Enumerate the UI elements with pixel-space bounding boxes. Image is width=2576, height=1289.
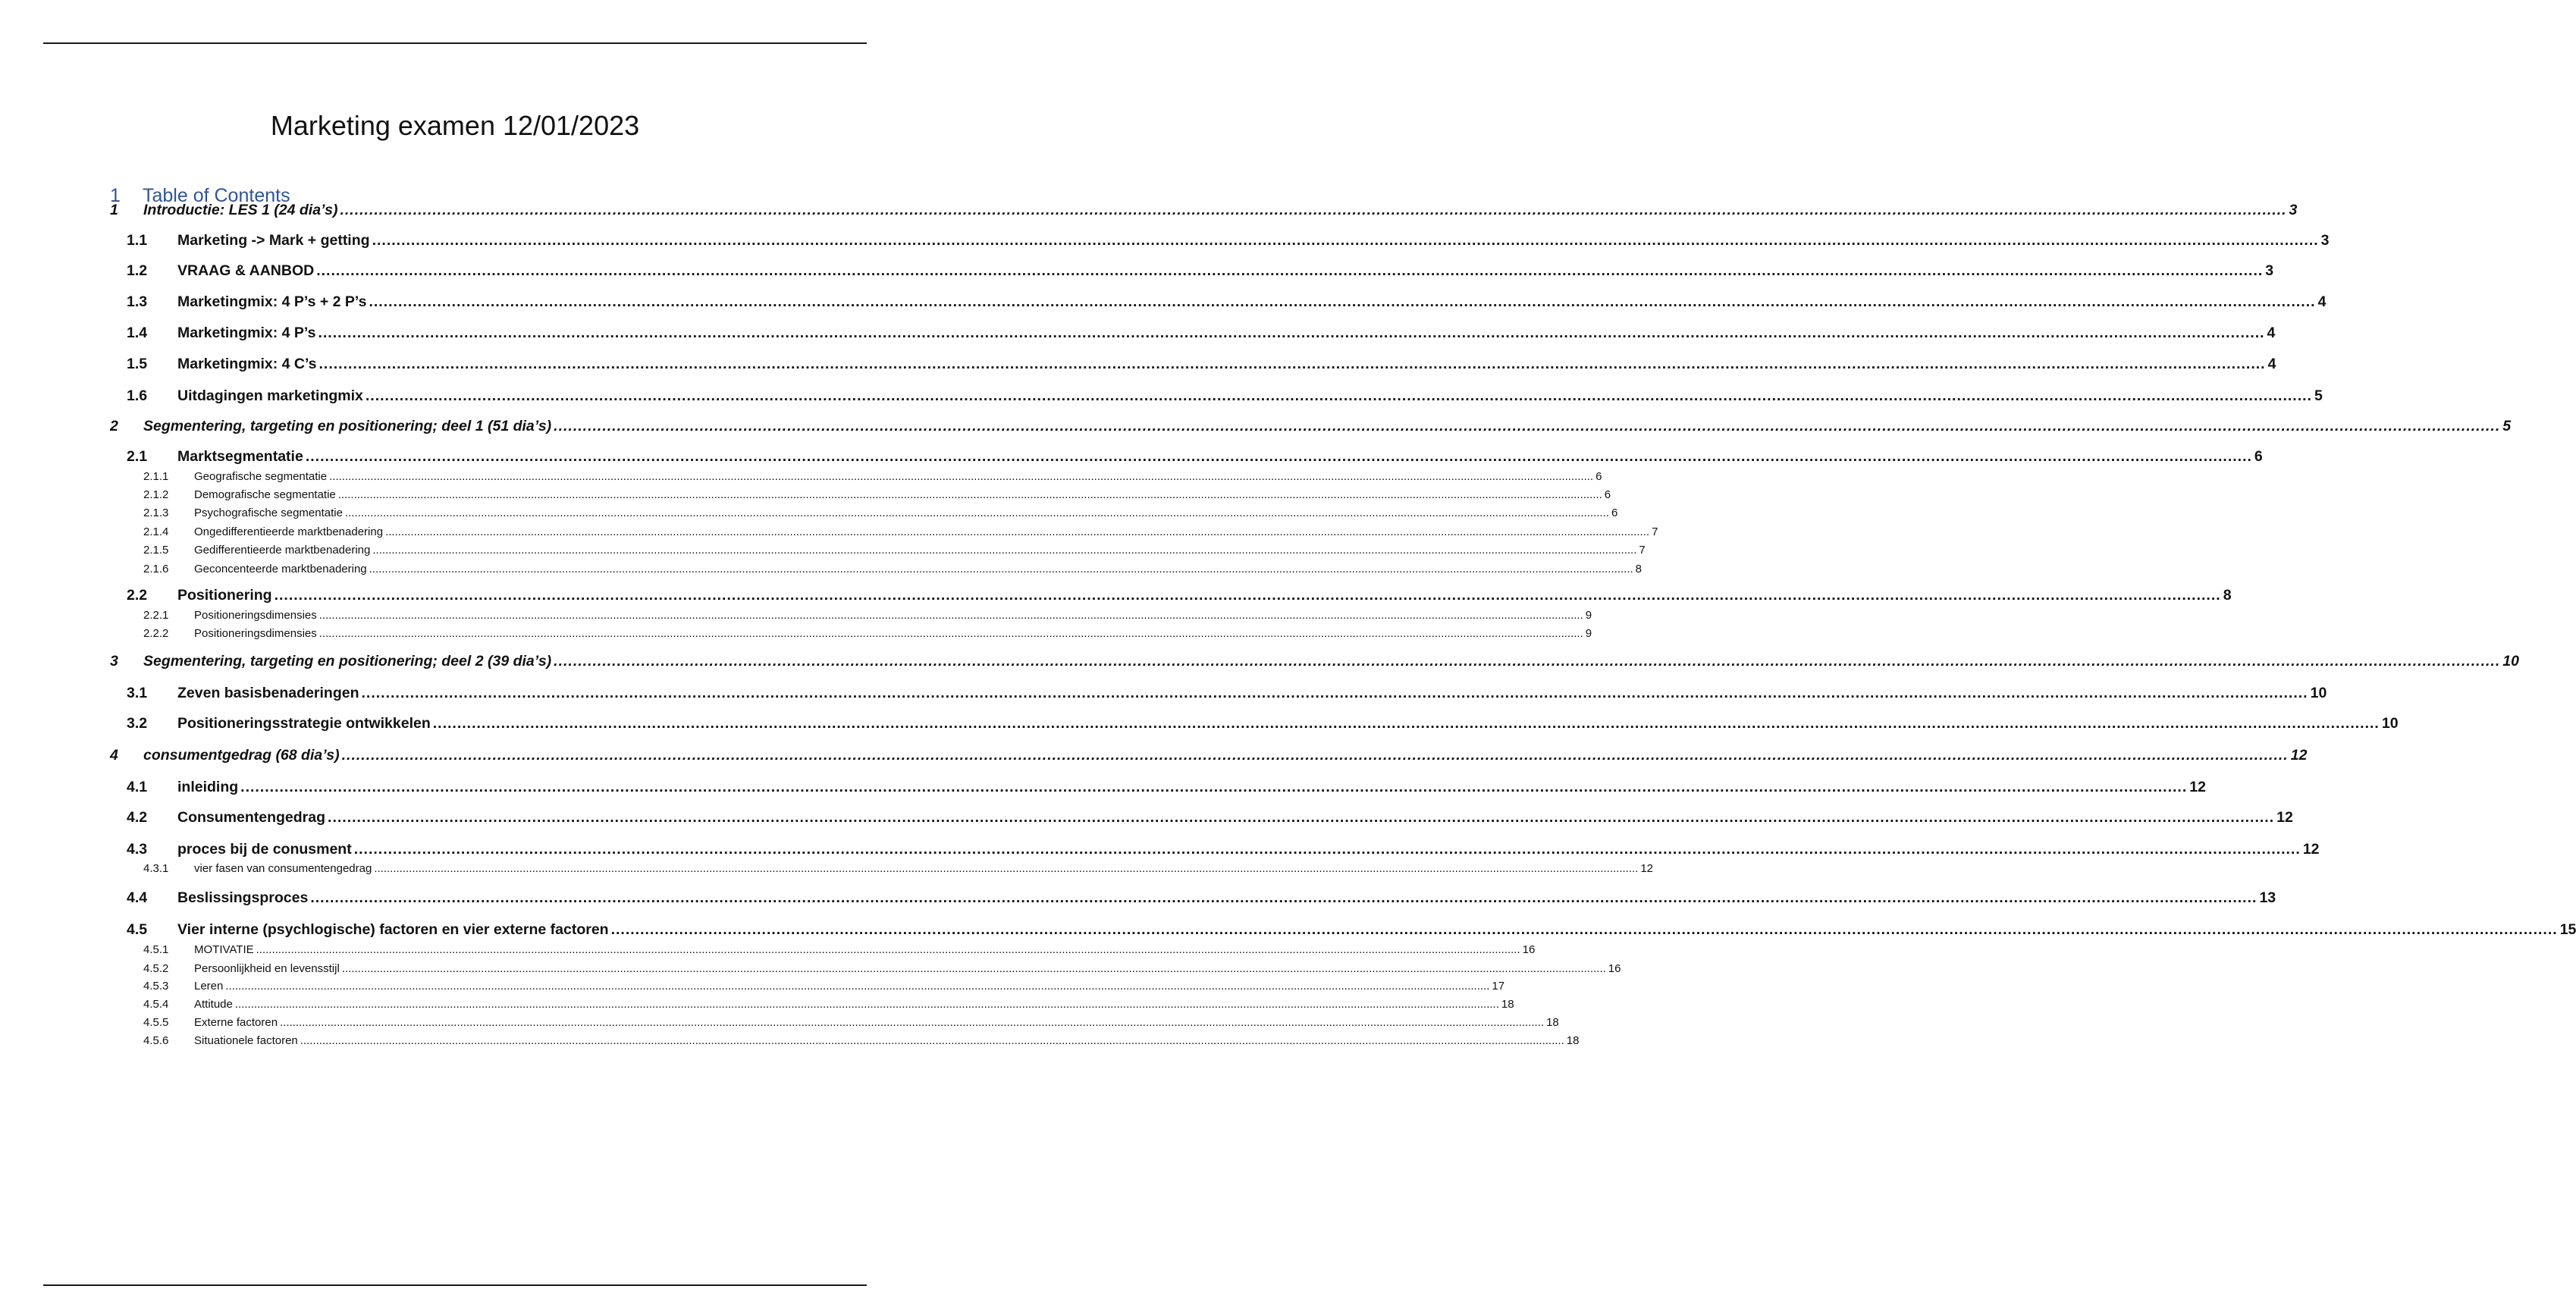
toc-entry-title: Segmentering, targeting en positionering; deel 2 (39 dia’s) xyxy=(143,653,552,670)
toc-dot-leader: ................................................................................................................................................................................................................................................................................................................................................................................................................ xyxy=(554,418,2501,434)
toc-entry[interactable] xyxy=(0,627,1592,640)
toc-entry-page: 12 xyxy=(2189,779,2206,795)
toc-entry-page: 18 xyxy=(1546,1016,1559,1029)
toc-entry[interactable] xyxy=(0,1034,1580,1047)
toc-dot-leader: ................................................................................................................................................................................................................................................................................................................................................................................................................ xyxy=(344,507,1609,519)
toc-entry-page: 16 xyxy=(1522,943,1536,956)
toc-entry-number: 3 xyxy=(110,653,118,670)
toc-entry-page: 3 xyxy=(2265,262,2274,279)
toc-dot-leader: ................................................................................................................................................................................................................................................................................................................................................................................................................ xyxy=(225,980,1490,993)
toc-entry-title: MOTIVATIE xyxy=(194,943,254,956)
toc-heading-text: Table of Contents xyxy=(143,185,290,206)
toc-entry[interactable] xyxy=(0,544,1646,557)
toc-dot-leader: ................................................................................................................................................................................................................................................................................................................................................................................................................ xyxy=(305,448,2252,465)
toc-entry-title: Gedifferentieerde marktbenadering xyxy=(194,544,371,557)
toc-entry-title: Positionering xyxy=(177,587,272,604)
toc-dot-leader: ................................................................................................................................................................................................................................................................................................................................................................................................................ xyxy=(341,747,2289,764)
toc-entry[interactable] xyxy=(0,653,2519,670)
toc-entry-number: 4.1 xyxy=(127,779,148,795)
toc-entry-page: 12 xyxy=(2276,809,2293,826)
toc-dot-leader: ................................................................................................................................................................................................................................................................................................................................................................................................................ xyxy=(318,627,1583,640)
toc-dot-leader: ................................................................................................................................................................................................................................................................................................................................................................................................................ xyxy=(340,202,2287,218)
toc-entry-page: 12 xyxy=(2290,747,2308,764)
toc-entry[interactable] xyxy=(0,998,1514,1011)
toc-entry-number: 1.4 xyxy=(127,325,148,341)
toc-entry[interactable] xyxy=(0,980,1505,993)
toc-entry[interactable] xyxy=(0,841,2320,858)
toc-entry-title: Situationele factoren xyxy=(194,1034,298,1047)
toc-entry[interactable] xyxy=(0,943,1536,956)
toc-entry[interactable] xyxy=(0,587,2232,604)
toc-entry-title: Positioneringsdimensies xyxy=(194,627,317,640)
toc-entry-page: 10 xyxy=(2502,653,2519,670)
toc-dot-leader: ................................................................................................................................................................................................................................................................................................................................................................................................................ xyxy=(369,293,2316,310)
toc-entry[interactable] xyxy=(0,809,2293,826)
toc-entry-number: 1.6 xyxy=(127,387,148,404)
toc-entry-page: 3 xyxy=(2289,202,2298,218)
toc-dot-leader: ................................................................................................................................................................................................................................................................................................................................................................................................................ xyxy=(385,525,1650,538)
toc-entry-title: Introductie: LES 1 (24 dia’s) xyxy=(143,202,338,218)
toc-entry[interactable] xyxy=(0,488,1611,501)
toc-dot-leader: ................................................................................................................................................................................................................................................................................................................................................................................................................ xyxy=(372,544,1637,557)
toc-entry-number: 2.1.4 xyxy=(143,525,169,538)
toc-entry-title: vier fasen van consumentengedrag xyxy=(194,862,372,875)
toc-dot-leader: ................................................................................................................................................................................................................................................................................................................................................................................................................ xyxy=(280,1016,1545,1029)
toc-dot-leader: ................................................................................................................................................................................................................................................................................................................................................................................................................ xyxy=(310,889,2258,906)
toc-entry[interactable] xyxy=(0,418,2512,435)
toc-entry-page: 9 xyxy=(1585,627,1592,640)
toc-entry[interactable] xyxy=(0,202,2298,219)
toc-entry[interactable] xyxy=(0,448,2263,466)
toc-dot-leader: ................................................................................................................................................................................................................................................................................................................................................................................................................ xyxy=(337,488,1602,501)
toc-entry-number: 2.1.5 xyxy=(143,544,169,557)
toc-entry-page: 18 xyxy=(1501,998,1514,1011)
toc-entry-number: 1.5 xyxy=(127,356,148,372)
toc-entry[interactable] xyxy=(0,563,1642,576)
toc-entry-page: 16 xyxy=(1608,962,1621,975)
toc-entry-page: 4 xyxy=(2267,325,2276,341)
toc-entry-number: 4.5.4 xyxy=(143,998,169,1011)
toc-entry-title: Uitdagingen marketingmix xyxy=(177,387,363,404)
footer-rule xyxy=(43,1284,867,1286)
toc-entry-number: 3.1 xyxy=(127,685,148,701)
toc-entry-title: Marketingmix: 4 C’s xyxy=(177,356,317,372)
toc-entry[interactable] xyxy=(0,262,2274,280)
toc-entry-page: 6 xyxy=(1595,470,1602,483)
document-title: Marketing examen 12/01/2023 xyxy=(270,110,640,141)
toc-entry[interactable] xyxy=(0,470,1602,483)
toc-entry-page: 4 xyxy=(2317,293,2327,310)
toc-entry[interactable] xyxy=(0,609,1592,622)
toc-entry-number: 2.1.6 xyxy=(143,563,169,576)
toc-entry-page: 15 xyxy=(2559,921,2576,938)
toc-entry-number: 4.5.3 xyxy=(143,980,169,993)
toc-entry[interactable] xyxy=(0,507,1618,519)
toc-entry-number: 2.1.2 xyxy=(143,488,169,501)
toc-dot-leader: ................................................................................................................................................................................................................................................................................................................................................................................................................ xyxy=(432,715,2380,732)
toc-entry-title: Marketing -> Mark + getting xyxy=(177,232,370,249)
toc-entry-title: Consumentengedrag xyxy=(177,809,326,826)
toc-entry-title: Positioneringsstrategie ontwikkelen xyxy=(177,715,431,732)
toc-entry-title: consumentgedrag (68 dia’s) xyxy=(143,747,340,764)
toc-entry-page: 5 xyxy=(2314,387,2323,404)
toc-entry-title: Beslissingsproces xyxy=(177,889,309,906)
toc-entry-page: 6 xyxy=(1604,488,1611,501)
toc-entry[interactable] xyxy=(0,1016,1559,1029)
toc-entry-title: VRAAG & AANBOD xyxy=(177,262,315,279)
toc-entry-title: Ongedifferentieerde marktbenadering xyxy=(194,525,384,538)
toc-entry-title: Marktsegmentatie xyxy=(177,448,303,465)
toc-dot-leader: ................................................................................................................................................................................................................................................................................................................................................................................................................ xyxy=(369,563,1633,576)
toc-dot-leader: ................................................................................................................................................................................................................................................................................................................................................................................................................ xyxy=(341,962,1606,975)
toc-entry-page: 4 xyxy=(2267,356,2276,372)
header-rule xyxy=(43,42,867,44)
toc-entry-title: Demografische segmentatie xyxy=(194,488,336,501)
toc-entry[interactable] xyxy=(0,862,1654,875)
toc-entry-number: 2.1 xyxy=(127,448,148,465)
toc-entry-title: Leren xyxy=(194,980,224,993)
toc-entry-page: 10 xyxy=(2381,715,2399,732)
toc-entry-page: 8 xyxy=(2223,587,2232,604)
toc-entry-number: 2.1.3 xyxy=(143,507,169,519)
toc-entry[interactable] xyxy=(0,962,1621,975)
toc-dot-leader: ................................................................................................................................................................................................................................................................................................................................................................................................................ xyxy=(554,653,2501,670)
toc-dot-leader: ................................................................................................................................................................................................................................................................................................................................................................................................................ xyxy=(256,943,1520,956)
toc-entry-number: 2 xyxy=(110,418,118,434)
toc-dot-leader: ................................................................................................................................................................................................................................................................................................................................................................................................................ xyxy=(318,325,2265,341)
toc-dot-leader: ................................................................................................................................................................................................................................................................................................................................................................................................................ xyxy=(300,1034,1564,1047)
toc-entry-number: 4.5.5 xyxy=(143,1016,169,1029)
toc-dot-leader: ................................................................................................................................................................................................................................................................................................................................................................................................................ xyxy=(328,809,2275,826)
toc-entry-number: 4.5.2 xyxy=(143,962,169,975)
toc-entry-number: 4.3 xyxy=(127,841,148,858)
toc-entry-number: 1.2 xyxy=(127,262,148,279)
toc-dot-leader: ................................................................................................................................................................................................................................................................................................................................................................................................................ xyxy=(374,862,1639,875)
toc-entry[interactable] xyxy=(0,715,2399,732)
toc-entry[interactable] xyxy=(0,293,2327,311)
toc-entry-number: 2.2 xyxy=(127,587,148,604)
toc-entry-title: Marketingmix: 4 P’s xyxy=(177,325,316,341)
toc-entry-number: 4.4 xyxy=(127,889,148,906)
toc-entry-title: inleiding xyxy=(177,779,239,795)
toc-entry[interactable] xyxy=(0,325,2276,342)
toc-dot-leader: ................................................................................................................................................................................................................................................................................................................................................................................................................ xyxy=(353,841,2301,858)
toc-entry[interactable] xyxy=(0,232,2330,249)
toc-entry-number: 1.3 xyxy=(127,293,148,310)
toc-entry-number: 4.5.6 xyxy=(143,1034,169,1047)
toc-entry-page: 9 xyxy=(1585,609,1592,622)
toc-entry-page: 3 xyxy=(2320,232,2330,249)
toc-entry-page: 12 xyxy=(2302,841,2320,858)
toc-dot-leader: ................................................................................................................................................................................................................................................................................................................................................................................................................ xyxy=(274,587,2221,604)
toc-entry-title: Vier interne (psychlogische) factoren en vier externe factoren xyxy=(177,921,609,938)
toc-entry-title: Positioneringsdimensies xyxy=(194,609,317,622)
toc-entry[interactable] xyxy=(0,525,1658,538)
toc-entry-page: 6 xyxy=(2254,448,2263,465)
toc-entry-page: 7 xyxy=(1652,525,1658,538)
toc-dot-leader: ................................................................................................................................................................................................................................................................................................................................................................................................................ xyxy=(361,685,2308,701)
toc-entry[interactable] xyxy=(0,747,2308,764)
toc-entry-title: Psychografische segmentatie xyxy=(194,507,343,519)
toc-entry-title: proces bij de conusment xyxy=(177,841,352,858)
toc-dot-leader: ................................................................................................................................................................................................................................................................................................................................................................................................................ xyxy=(240,779,2188,795)
toc-entry-title: Zeven basisbenaderingen xyxy=(177,685,359,701)
toc-dot-leader: ................................................................................................................................................................................................................................................................................................................................................................................................................ xyxy=(318,356,2266,372)
toc-entry-number: 1 xyxy=(110,202,118,218)
toc-entry-number: 4.5 xyxy=(127,921,148,938)
toc-dot-leader: ................................................................................................................................................................................................................................................................................................................................................................................................................ xyxy=(316,262,2264,279)
toc-entry-title: Marketingmix: 4 P’s + 2 P’s xyxy=(177,293,367,310)
toc-dot-leader: ................................................................................................................................................................................................................................................................................................................................................................................................................ xyxy=(610,921,2558,938)
toc-entry-number: 2.2.2 xyxy=(143,627,169,640)
toc-entry-page: 17 xyxy=(1492,980,1505,993)
toc-entry-page: 8 xyxy=(1635,563,1642,576)
toc-entry-title: Attitude xyxy=(194,998,233,1011)
toc-entry-number: 2.2.1 xyxy=(143,609,169,622)
toc-entry-title: Geografische segmentatie xyxy=(194,470,328,483)
toc-entry-number: 2.1.1 xyxy=(143,470,169,483)
toc-entry[interactable] xyxy=(0,889,2276,907)
toc-heading-number: 1 xyxy=(110,185,121,206)
toc-entry[interactable] xyxy=(0,685,2327,702)
toc-dot-leader: ................................................................................................................................................................................................................................................................................................................................................................................................................ xyxy=(234,998,1499,1011)
toc-entry-page: 12 xyxy=(1640,862,1654,875)
toc-entry-number: 1.1 xyxy=(127,232,148,249)
toc-entry[interactable] xyxy=(0,356,2276,373)
toc-entry[interactable] xyxy=(0,387,2323,405)
toc-dot-leader: ................................................................................................................................................................................................................................................................................................................................................................................................................ xyxy=(365,387,2312,404)
toc-entry-page: 5 xyxy=(2502,418,2512,434)
toc-entry-number: 4.3.1 xyxy=(143,862,169,875)
toc-entry-title: Externe factoren xyxy=(194,1016,278,1029)
toc-dot-leader: ................................................................................................................................................................................................................................................................................................................................................................................................................ xyxy=(318,609,1583,622)
toc-entry-page: 7 xyxy=(1639,544,1646,557)
toc-entry-page: 18 xyxy=(1566,1034,1580,1047)
toc-entry-number: 3.2 xyxy=(127,715,148,732)
toc-entry-number: 4 xyxy=(110,747,118,764)
toc-entry-page: 13 xyxy=(2259,889,2276,906)
toc-entry-title: Geconcenteerde marktbenadering xyxy=(194,563,367,576)
toc-entry-number: 4.2 xyxy=(127,809,148,826)
toc-entry-page: 10 xyxy=(2310,685,2327,701)
toc-entry-page: 6 xyxy=(1611,507,1618,519)
toc-dot-leader: ................................................................................................................................................................................................................................................................................................................................................................................................................ xyxy=(329,470,1594,483)
toc-entry-title: Persoonlijkheid en levensstijl xyxy=(194,962,340,975)
toc-entry-title: Segmentering, targeting en positionering; deel 1 (51 dia’s) xyxy=(143,418,552,434)
toc-entry[interactable] xyxy=(0,779,2206,796)
toc-entry-number: 4.5.1 xyxy=(143,943,169,956)
toc-entry[interactable] xyxy=(0,921,2576,939)
toc-dot-leader: ................................................................................................................................................................................................................................................................................................................................................................................................................ xyxy=(372,232,2319,249)
